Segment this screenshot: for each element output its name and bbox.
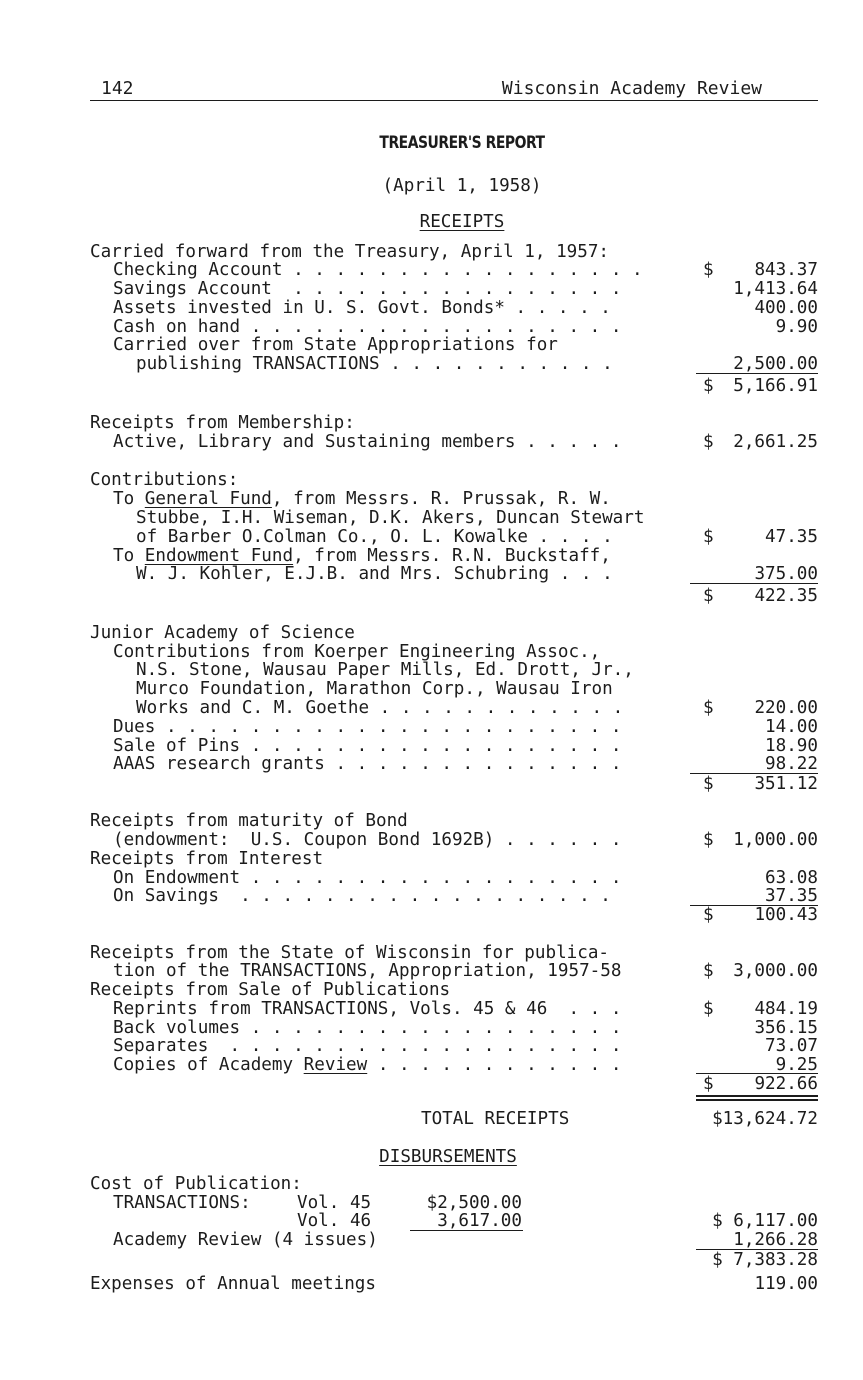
vol46-amount: 3,617.00	[437, 1211, 522, 1231]
currency-sign: $	[703, 961, 714, 981]
total-double-rule	[696, 1095, 818, 1097]
line-item-label: Separates . . . . . . . . . . . . . . . . . . .	[113, 1036, 622, 1056]
currency-sign: $	[703, 432, 714, 452]
state-line: Receipts from the State of Wisconsin for publica-	[90, 943, 610, 963]
total-receipts-label: TOTAL RECEIPTS	[421, 1109, 570, 1129]
junior-contributions-line: Works and C. M. Goethe . . . . . . . . . . . .	[136, 698, 624, 718]
amount-value: 63.08	[765, 868, 818, 888]
amount-value: 3,000.00	[733, 961, 818, 981]
subtotal-value: 922.66	[754, 1074, 818, 1094]
review-label: Academy Review (4 issues)	[113, 1230, 378, 1250]
total-double-rule	[696, 1099, 818, 1101]
endowment-fund-line: W. J. Kohler, E.J.B. and Mrs. Schubring . . .	[136, 564, 613, 584]
line-item-label: Checking Account . . . . . . . . . . . . . . . . .	[113, 260, 643, 280]
line-item-label: Back volumes . . . . . . . . . . . . . . . . . .	[113, 1018, 622, 1038]
page-number: 142	[101, 78, 134, 99]
amount-value: 1,000.00	[733, 830, 818, 850]
subtotal-rule	[696, 373, 818, 374]
amount-value: 2,661.25	[733, 432, 818, 452]
line-item-label: Copies of Academy Review . . . . . . . . . . . .	[113, 1055, 622, 1075]
meetings-amount: 119.00	[754, 1274, 818, 1294]
line-item-label: publishing TRANSACTIONS . . . . . . . . . . .	[136, 354, 613, 374]
total-receipts-value: $13,624.72	[712, 1109, 818, 1129]
amount-value: 375.00	[754, 564, 818, 584]
currency-sign: $	[703, 527, 714, 547]
amount-value: 2,500.00	[733, 354, 818, 374]
subtotal-value: 5,166.91	[733, 376, 818, 396]
currency-sign: $	[703, 376, 714, 396]
junior-contributions-line: N.S. Stone, Wausau Paper Mills, Ed. Drott, Jr.,	[136, 660, 634, 680]
currency-sign: $	[703, 830, 714, 850]
amount-value: 1,413.64	[733, 279, 818, 299]
amount-value: 356.15	[754, 1018, 818, 1038]
disbursements-heading: DISBURSEMENTS	[379, 1147, 517, 1167]
line-item-label: Reprints from TRANSACTIONS, Vols. 45 & 46 . . .	[113, 999, 622, 1019]
currency-sign: $	[703, 698, 714, 718]
subtotal-value: 100.43	[754, 905, 818, 925]
junior-academy-heading: Junior Academy of Science	[90, 623, 355, 643]
line-item-label: On Savings . . . . . . . . . . . . . . . . . .	[113, 886, 611, 906]
bond-line: (endowment: U.S. Coupon Bond 1692B) . . . . . .	[113, 830, 622, 850]
amount-value: 220.00	[754, 698, 818, 718]
currency-sign: $	[703, 1074, 714, 1094]
line-item-label: On Endowment . . . . . . . . . . . . . . . . . .	[113, 868, 622, 888]
vol45-label: Vol. 45	[297, 1193, 372, 1213]
junior-contributions-line: Contributions from Koerper Engineering Assoc.,	[113, 642, 601, 662]
contributions-heading: Contributions:	[90, 470, 239, 490]
cost-heading: Cost of Publication:	[90, 1174, 302, 1194]
report-title: TREASURER'S REPORT	[379, 133, 545, 153]
amount-value: 98.22	[765, 754, 818, 774]
vol45-amount: $2,500.00	[426, 1193, 522, 1213]
publication-total: $ 7,383.28	[712, 1250, 818, 1270]
line-item-label: Active, Library and Sustaining members . . . . .	[113, 432, 622, 452]
interest-heading: Receipts from Interest	[90, 849, 324, 869]
amount-value: 484.19	[754, 999, 818, 1019]
transactions-total: $ 6,117.00	[712, 1211, 818, 1231]
amount-value: 843.37	[754, 260, 818, 280]
amount-value: 18.90	[765, 736, 818, 756]
amount-value: 73.07	[765, 1036, 818, 1056]
line-item-label: Dues . . . . . . . . . . . . . . . . . . . . . .	[113, 717, 622, 737]
vol46-label: Vol. 46	[297, 1211, 372, 1231]
amount-value: 37.35	[765, 886, 818, 906]
transactions-label: TRANSACTIONS:	[113, 1193, 251, 1213]
general-fund-line: of Barber O.Colman Co., O. L. Kowalke . . . .	[136, 527, 613, 547]
amount-value: 9.25	[775, 1055, 818, 1075]
subtotal-value: 422.35	[754, 586, 818, 606]
receipts-heading: RECEIPTS	[419, 212, 505, 232]
general-fund-line: To General Fund, from Messrs. R. Prussak, R. W.	[113, 489, 611, 509]
general-fund-line: Stubbe, I.H. Wiseman, D.K. Akers, Duncan Stewart	[136, 508, 645, 528]
subtotal-rule	[690, 583, 818, 584]
currency-sign: $	[703, 774, 714, 794]
currency-sign: $	[703, 586, 714, 606]
line-item-label: AAAS research grants . . . . . . . . . . . . . .	[113, 754, 622, 774]
amount-value: 400.00	[754, 298, 818, 318]
amount-value: 9.90	[775, 317, 818, 337]
line-item-label: Carried over from State Appropriations for	[113, 335, 558, 355]
vol-rule	[410, 1230, 523, 1231]
currency-sign: $	[703, 999, 714, 1019]
amount-value: 14.00	[765, 717, 818, 737]
line-item-label: Cash on hand . . . . . . . . . . . . . . . . . .	[113, 317, 622, 337]
subtotal-value: 351.12	[754, 774, 818, 794]
publications-heading: Receipts from Sale of Publications	[90, 980, 451, 1000]
line-item-label: Assets invested in U. S. Govt. Bonds* . . . . .	[113, 298, 611, 318]
carried-forward-heading: Carried forward from the Treasury, April 1, 1957:	[90, 242, 610, 262]
header-rule	[90, 100, 818, 101]
line-item-label: Sale of Pins . . . . . . . . . . . . . . . . . .	[113, 736, 622, 756]
review-amount: 1,266.28	[733, 1230, 818, 1250]
amount-value: 47.35	[765, 527, 818, 547]
journal-title: Wisconsin Academy Review	[501, 78, 762, 99]
membership-heading: Receipts from Membership:	[90, 413, 355, 433]
currency-sign: $	[703, 905, 714, 925]
meetings-label: Expenses of Annual meetings	[90, 1274, 376, 1294]
endowment-fund-line: To Endowment Fund, from Messrs. R.N. Buckstaff,	[113, 546, 611, 566]
report-date: (April 1, 1958)	[382, 176, 542, 196]
state-line: tion of the TRANSACTIONS, Appropriation, 1957-58	[113, 961, 622, 981]
junior-contributions-line: Murco Foundation, Marathon Corp., Wausau Iron	[136, 679, 613, 699]
currency-sign: $	[703, 260, 714, 280]
line-item-label: Savings Account . . . . . . . . . . . . . . . .	[113, 279, 622, 299]
bond-line: Receipts from maturity of Bond	[90, 811, 408, 831]
